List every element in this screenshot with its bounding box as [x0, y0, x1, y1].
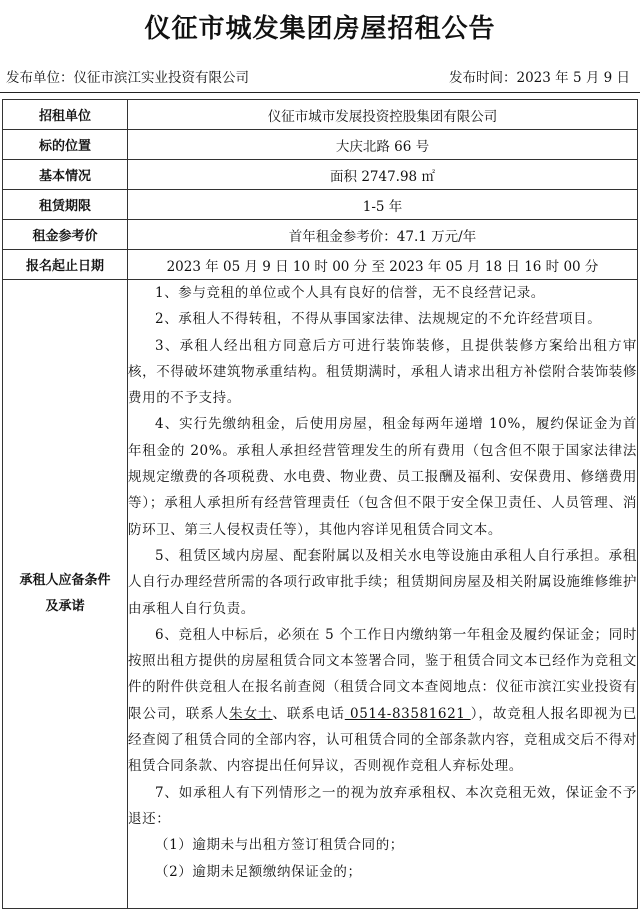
conditions-label-line1: 承租人应备条件	[19, 573, 111, 588]
table-row	[3, 100, 638, 130]
conditions-label-line2: 及承诺	[45, 599, 85, 614]
publisher: 发布单位：仪征市滨江实业投资有限公司	[6, 70, 249, 86]
conditions-label	[3, 280, 128, 909]
publish-time: 发布时间：2023 年 5 月 9 日	[449, 70, 630, 86]
row-label: 基本情况	[3, 160, 128, 190]
table-row-conditions	[3, 280, 638, 909]
clause-1: 1、参与竞租的单位或个人具有良好的信誉，无不良经营记录。	[155, 285, 545, 301]
row-label: 标的位置	[3, 130, 128, 160]
row-value: 首年租金参考价：47.1 万元/年	[128, 220, 638, 250]
row-label: 租金参考价	[3, 220, 128, 250]
row-label: 报名起止日期	[3, 250, 128, 280]
conditions-text	[128, 280, 638, 909]
clause-7: 7、如承租人有下列情形之一的视为放弃承租权、本次竞租无效，保证金不予退还：	[128, 784, 637, 827]
table-row	[3, 130, 638, 160]
table-row	[3, 250, 638, 280]
clause-4: 4、实行先缴纳租金，后使用房屋，租金每两年递增 10%，履约保证金为首年租金的 20%。承租人承担经营管理发生的所有费用（包含但不限于国家法律法规规定缴费的各项税费、水电费、物业费、员工报酬及福利、安保费用、修缮费用等）；承租人承担所有经营管理责任（包含但不限于安全保卫责任、人员管理、消防环卫、第三人侵权责任等），其他内容详见租赁合同文本。	[128, 416, 637, 538]
row-value: 1-5 年	[128, 190, 638, 220]
clause-5: 5、租赁区域内房屋、配套附属以及相关水电等设施由承租人自行承担。承租人自行办理经营所需的各项行政审批手续；租赁期间房屋及相关附属设施维修维护由承租人自行负责。	[128, 547, 637, 617]
page-title: 仪征市城发集团房屋招租公告	[144, 14, 496, 44]
row-value: 2023 年 05 月 9 日 10 时 00 分 至 2023 年 05 月 18 日 16 时 00 分	[128, 250, 638, 280]
row-value: 大庆北路 66 号	[128, 130, 638, 160]
row-label: 招租单位	[3, 100, 128, 130]
clause-3: 3、承租人经出租方同意后方可进行装饰装修，且提供装修方案给出租方审核，不得破坏建筑物承重结构。租赁期满时，承租人请求出租方补偿附合装饰装修费用的不予支持。	[128, 337, 637, 407]
contact-phone: 0514-83581621	[344, 705, 471, 722]
clause-7-item-1: （1）逾期未与出租方签订租赁合同的；	[155, 837, 404, 854]
clause-7-item-2: （2）逾期未足额缴纳保证金的；	[155, 863, 362, 880]
table-row	[3, 190, 638, 220]
row-value: 面积 2747.98 ㎡	[128, 160, 638, 190]
row-label: 租赁期限	[3, 190, 128, 220]
clause-6-text-b: 、联系电话	[272, 705, 345, 722]
clause-2: 2、承租人不得转租，不得从事国家法律、法规规定的不允许经营项目。	[155, 311, 602, 328]
row-value: 仪征市城市发展投资控股集团有限公司	[128, 100, 638, 130]
contact-person: 朱女士	[229, 705, 273, 722]
clause-6-text-c: ），故竞租人报名即视为已经查阅了租赁合同的全部内容，认可租赁合同的全部条款内容，竞租成交后不得对租赁合同条款、内容提出任何异议，否则视作竞租人弃标处理。	[128, 705, 638, 775]
notice-table	[2, 99, 638, 909]
table-row	[3, 160, 638, 190]
table-row	[3, 220, 638, 250]
header-divider	[0, 92, 640, 93]
clause-6-text-a: 6、竞租人中标后，必须在 5 个工作日内缴纳第一年租金及履约保证金；同时按照出租方提供的房屋租赁合同文本签署合同，鉴于租赁合同文本已经作为竞租文件的附件供竞租人在报名前查阅（租赁合同文本查阅地点：仪征市滨江实业投资有限公司，联系人	[128, 626, 637, 722]
clause-6	[128, 622, 637, 780]
